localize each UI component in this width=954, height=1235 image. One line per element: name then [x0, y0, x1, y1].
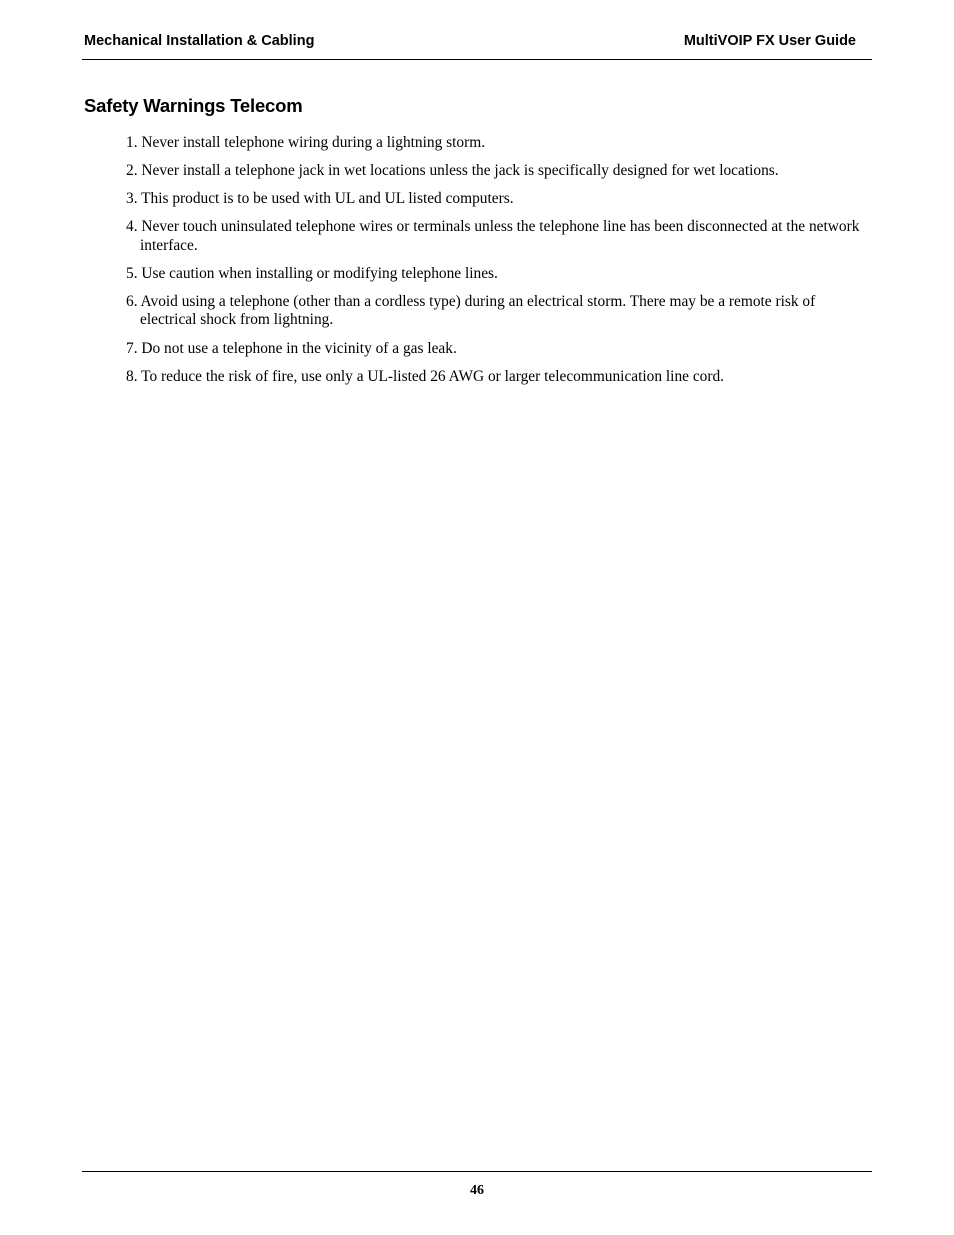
list-item: 3. This product is to be used with UL and UL listed computers.: [126, 190, 514, 208]
page-title: Safety Warnings Telecom: [84, 95, 303, 116]
header-guide-title: MultiVOIP FX User Guide: [683, 33, 856, 49]
header-divider: [82, 59, 872, 60]
page-header: [84, 33, 856, 53]
list-item: 4. Never touch uninsulated telephone wires or terminals unless the telephone line has been disconnected at the network interface.: [126, 218, 860, 254]
list-item: 1. Never install telephone wiring during a lightning storm.: [126, 134, 486, 151]
footer-divider: [82, 1171, 872, 1172]
list-item: 2. Never install a telephone jack in wet locations unless the jack is specifically designed for wet locations.: [126, 162, 779, 180]
page-number: 46: [470, 1183, 484, 1198]
list-item: 8. To reduce the risk of fire, use only a UL-listed 26 AWG or larger telecommunication line cord.: [126, 367, 725, 385]
safety-warnings-list: [126, 134, 870, 396]
list-item: 5. Use caution when installing or modifying telephone lines.: [126, 264, 498, 282]
list-item: 7. Do not use a telephone in the vicinity of a gas leak.: [126, 339, 457, 357]
list-item: 6. Avoid using a telephone (other than a cordless type) during an electrical storm. There may be a remote risk of electrical shock from lightning.: [126, 292, 816, 329]
header-section-title: Mechanical Installation & Cabling: [84, 33, 315, 49]
